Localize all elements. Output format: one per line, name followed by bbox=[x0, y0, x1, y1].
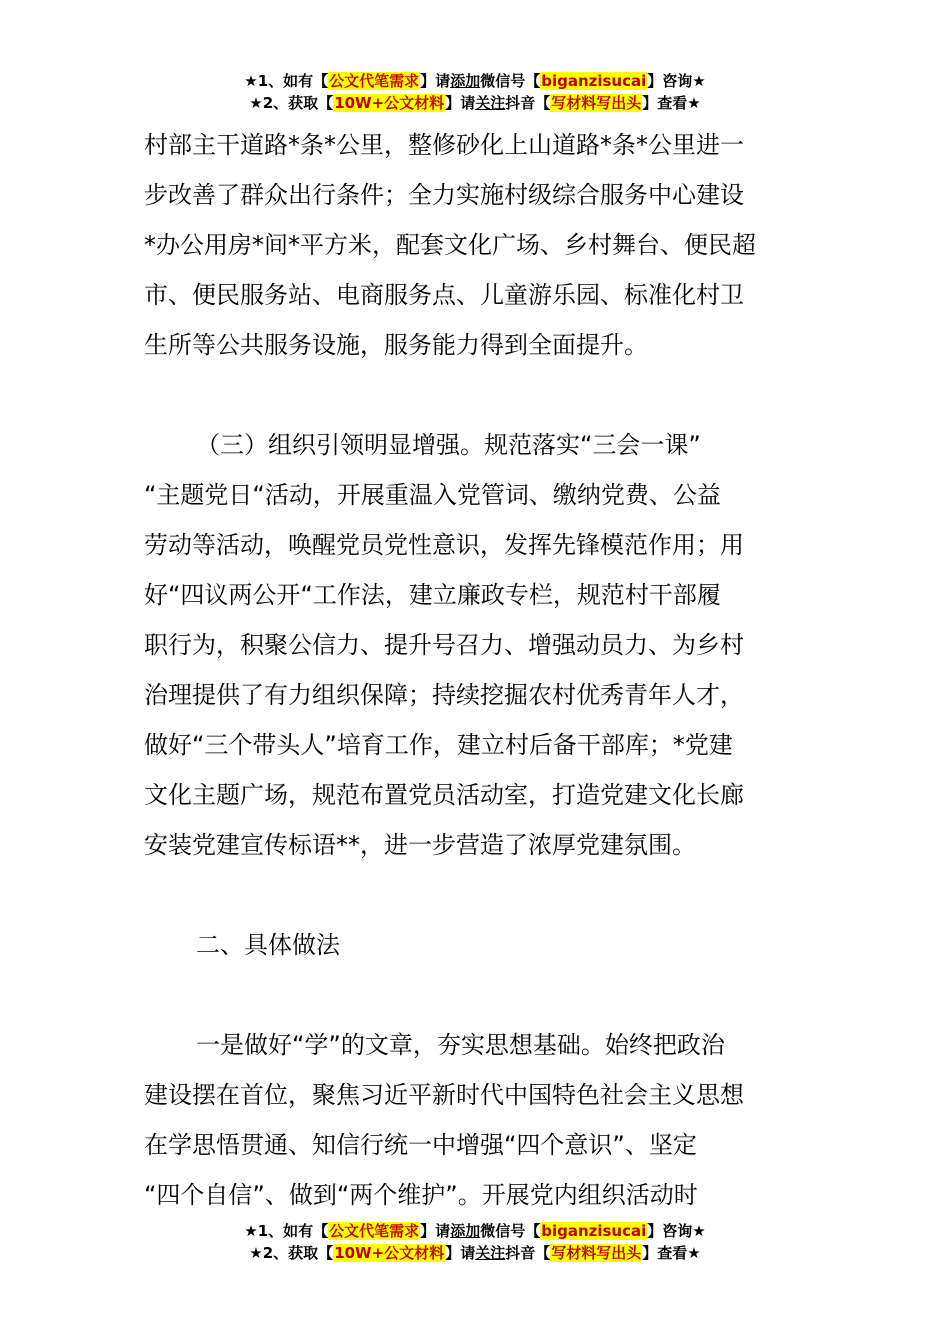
banner-highlight: 公文代笔需求 bbox=[329, 1222, 420, 1240]
text-line: 建设摆在首位，聚焦习近平新时代中国特色社会主义思想 bbox=[144, 1081, 744, 1109]
banner-text: 微信号【 bbox=[480, 72, 541, 90]
paragraph-2 bbox=[144, 420, 809, 870]
banner-line-1 bbox=[0, 1220, 950, 1242]
text-line: “四个自信”、做到“两个维护”。开展党内组织活动时 bbox=[144, 1181, 698, 1209]
top-banner bbox=[0, 70, 950, 114]
banner-highlight: 10W+公文材料 bbox=[334, 94, 445, 112]
banner-underline: 添加 bbox=[450, 72, 481, 90]
banner-text: 】查看★ bbox=[642, 1244, 701, 1262]
banner-line-1 bbox=[0, 70, 950, 92]
text-line: 在学思悟贯通、知信行统一中增强“四个意识”、坚定 bbox=[144, 1131, 697, 1159]
banner-text: 】请 bbox=[445, 1244, 476, 1262]
section-heading bbox=[144, 920, 809, 970]
banner-underline: 关注 bbox=[475, 94, 506, 112]
text-line: 村部主干道路*条*公里，整修砂化上山道路*条*公里进一 bbox=[144, 131, 744, 159]
banner-underline: 关注 bbox=[475, 1244, 506, 1262]
banner-text: ★1、如有【 bbox=[244, 1222, 329, 1240]
text-line: 文化主题广场，规范布置党员活动室，打造党建文化长廊 bbox=[144, 781, 744, 809]
banner-text: ★2、获取【 bbox=[249, 1244, 334, 1262]
text-line: 治理提供了有力组织保障；持续挖掘农村优秀青年人才， bbox=[144, 681, 744, 709]
banner-text: 抖音【 bbox=[505, 94, 551, 112]
text-line: 生所等公共服务设施，服务能力得到全面提升。 bbox=[144, 331, 648, 359]
text-line: （三）组织引领明显增强。规范落实“三会一课” bbox=[196, 431, 701, 459]
banner-highlight: 写材料写出头 bbox=[551, 1244, 642, 1262]
text-line: 好“四议两公开“工作法，建立廉政专栏，规范村干部履 bbox=[144, 581, 721, 609]
banner-text: 】请 bbox=[445, 94, 476, 112]
banner-line-2 bbox=[0, 92, 950, 114]
text-line: 一是做好“学”的文章，夯实思想基础。始终把政治 bbox=[196, 1031, 725, 1059]
banner-line-2 bbox=[0, 1242, 950, 1264]
text-line: 职行为，积聚公信力、提升号召力、增强动员力、为乡村 bbox=[144, 631, 744, 659]
banner-highlight: 10W+公文材料 bbox=[334, 1244, 445, 1262]
banner-text: 】咨询★ bbox=[647, 1222, 706, 1240]
document-body bbox=[144, 120, 809, 1220]
banner-highlight: 写材料写出头 bbox=[551, 94, 642, 112]
banner-text: ★1、如有【 bbox=[244, 72, 329, 90]
banner-text: 】请 bbox=[420, 1222, 451, 1240]
banner-text: 】请 bbox=[420, 72, 451, 90]
text-line: “主题党日“活动，开展重温入党管词、缴纳党费、公益 bbox=[144, 481, 721, 509]
banner-highlight: 公文代笔需求 bbox=[329, 72, 420, 90]
text-line: 安装党建宣传标语**，进一步营造了浓厚党建氛围。 bbox=[144, 831, 696, 859]
banner-highlight: biganzisucai bbox=[541, 72, 647, 90]
bottom-banner bbox=[0, 1220, 950, 1264]
banner-text: 】查看★ bbox=[642, 94, 701, 112]
paragraph-3 bbox=[144, 1020, 809, 1220]
text-line: 步改善了群众出行条件；全力实施村级综合服务中心建设 bbox=[144, 181, 744, 209]
heading-text: 二、具体做法 bbox=[196, 931, 340, 959]
text-line: 劳动等活动，唤醒党员党性意识，发挥先锋模范作用；用 bbox=[144, 531, 744, 559]
banner-text: 微信号【 bbox=[480, 1222, 541, 1240]
paragraph-1 bbox=[144, 120, 809, 370]
banner-underline: 添加 bbox=[450, 1222, 481, 1240]
text-line: 市、便民服务站、电商服务点、儿童游乐园、标准化村卫 bbox=[144, 281, 744, 309]
text-line: *办公用房*间*平方米，配套文化广场、乡村舞台、便民超 bbox=[144, 231, 756, 259]
banner-text: 抖音【 bbox=[505, 1244, 551, 1262]
banner-highlight: biganzisucai bbox=[541, 1222, 647, 1240]
banner-text: ★2、获取【 bbox=[249, 94, 334, 112]
text-line: 做好“三个带头人”培育工作，建立村后备干部库；*党建 bbox=[144, 731, 733, 759]
banner-text: 】咨询★ bbox=[647, 72, 706, 90]
